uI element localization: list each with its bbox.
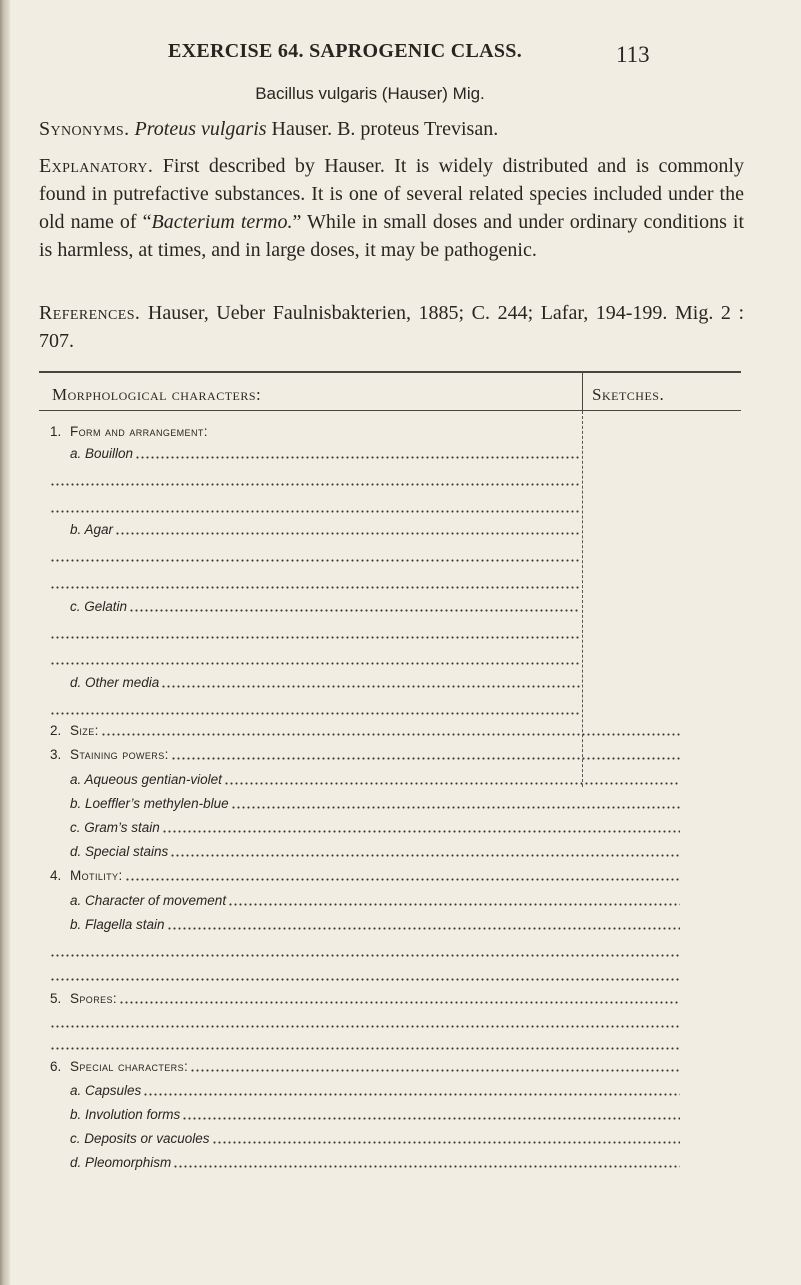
table-header-rule bbox=[39, 410, 741, 411]
synonyms-paragraph bbox=[39, 115, 744, 143]
blank-line bbox=[50, 651, 580, 668]
special-item-deposits: c. Deposits or vacuoles bbox=[70, 1130, 680, 1147]
page-spine-shadow bbox=[0, 0, 10, 1285]
species-title: Bacillus vulgaris (Hauser) Mig. bbox=[255, 84, 485, 103]
references-text: Hauser, Ueber Faulnisbakterien, 1885; C. 244; Lafar, 194-199. Mig. 2 : 707. bbox=[39, 302, 744, 352]
size-row: 2. Size: bbox=[50, 722, 680, 739]
synonyms-label: Synonyms. bbox=[39, 118, 130, 140]
blank-line bbox=[50, 499, 580, 516]
sketches-heading: Sketches. bbox=[592, 385, 665, 404]
staining-item-gentian-violet: a. Aqueous gentian-violet bbox=[70, 771, 680, 788]
page-number: 113 bbox=[616, 42, 650, 67]
table-column-divider bbox=[582, 372, 583, 411]
explanatory-text-2: ” While in small doses and under ordinary conditions it is harmless, at times, and in large doses, it may be pathogenic. bbox=[39, 211, 745, 261]
staining-item-methylen-blue: b. Loeffler’s methylen-blue bbox=[70, 795, 680, 812]
spores-row: 5. Spores: bbox=[50, 990, 680, 1007]
blank-line bbox=[50, 575, 580, 592]
special-item-involution: b. Involution forms bbox=[70, 1106, 680, 1123]
form-arrangement-row: 1. Form and arrangement: bbox=[50, 424, 208, 439]
references-label: References. bbox=[39, 302, 141, 324]
explanatory-text-1: First described by Hauser. It is widely distributed and is commonly found in putrefactive substances. It is one of several related species included under the old name of “ bbox=[39, 155, 744, 233]
special-characters-row: 6. Special characters: bbox=[50, 1058, 680, 1075]
blank-line bbox=[50, 1014, 680, 1031]
morph-characters-heading: Morphological characters: bbox=[52, 385, 262, 404]
motility-row: 4. Motility: bbox=[50, 867, 680, 884]
blank-line bbox=[50, 548, 580, 565]
blank-line bbox=[50, 701, 580, 718]
motility-item-flagella: b. Flagella stain bbox=[70, 916, 680, 933]
special-item-pleomorphism: d. Pleomorphism bbox=[70, 1154, 680, 1171]
blank-line bbox=[50, 625, 580, 642]
form-item-other-media: d. Other media bbox=[70, 674, 580, 691]
explanatory-label: Explanatory. bbox=[39, 155, 154, 177]
special-item-capsules: a. Capsules bbox=[70, 1082, 680, 1099]
table-top-rule bbox=[39, 371, 741, 373]
form-item-bouillon: a. Bouillon bbox=[70, 445, 580, 462]
explanatory-paragraph bbox=[39, 152, 744, 264]
explanatory-italic: Bacterium termo. bbox=[151, 211, 293, 233]
staining-item-gram: c. Gram’s stain bbox=[70, 819, 680, 836]
form-item-agar: b. Agar bbox=[70, 521, 580, 538]
staining-item-special: d. Special stains bbox=[70, 843, 680, 860]
blank-line bbox=[50, 967, 680, 984]
motility-item-movement: a. Character of movement bbox=[70, 892, 680, 909]
staining-row: 3. Staining powers: bbox=[50, 746, 680, 763]
form-item-gelatin: c. Gelatin bbox=[70, 598, 580, 615]
synonym-italic: Proteus vulgaris bbox=[134, 118, 267, 140]
blank-line bbox=[50, 1036, 680, 1053]
blank-line bbox=[50, 943, 680, 960]
blank-line bbox=[50, 472, 580, 489]
synonyms-text: Hauser. B. proteus Trevisan. bbox=[266, 118, 499, 140]
running-header: EXERCISE 64. SAPROGENIC CLASS. bbox=[167, 40, 523, 62]
references-paragraph bbox=[39, 299, 744, 355]
